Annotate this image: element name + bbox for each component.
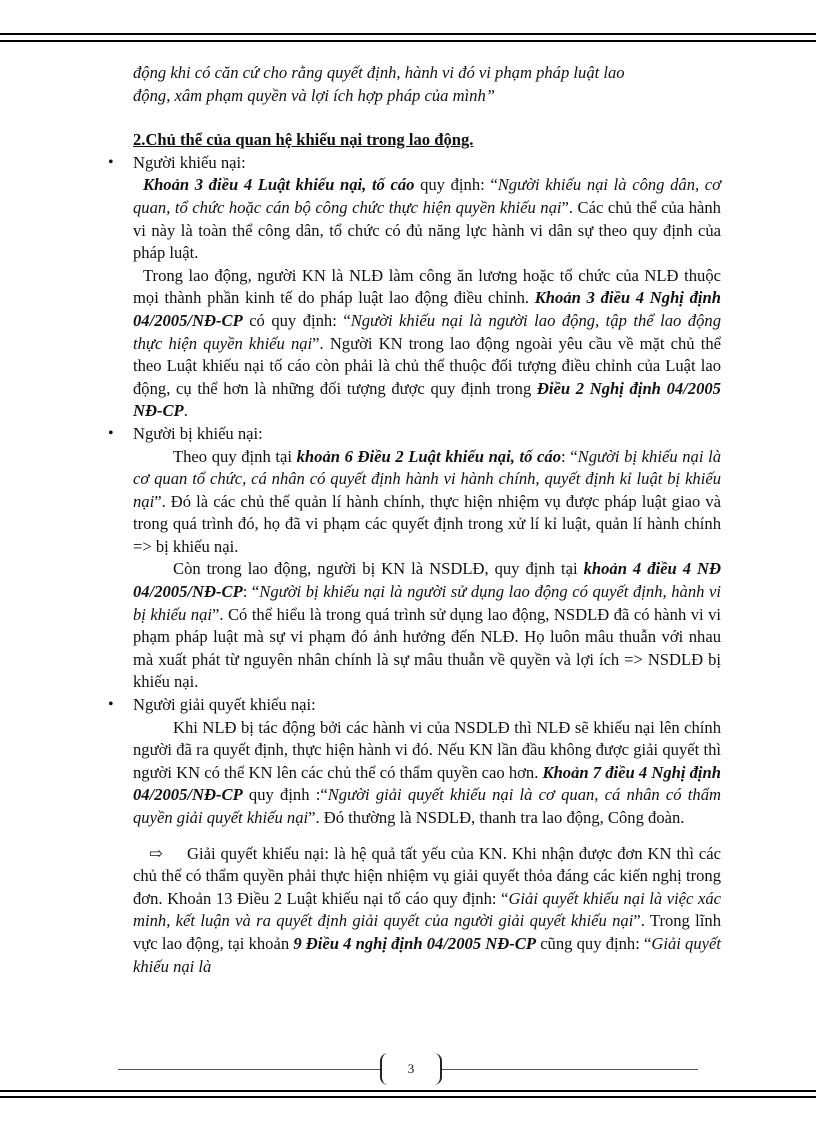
footer-rule-top [0,1090,816,1092]
complainant-paragraph-1: Khoản 3 điều 4 Luật khiếu nại, tố cáo quy định: “Người khiếu nại là công dân, cơ quan, tổ chức hoặc cán bộ công chức thực hiện quyền khiếu nại”. Các chủ thể của hành vi này là toàn thể công dân, tổ chức có đủ năng lực hành vi dân sự theo quy định của pháp luật. [133,175,721,263]
respondent-paragraph-1: Theo quy định tại khoản 6 Điều 2 Luật khiếu nại, tố cáo: “Người bị khiếu nại là cơ quan tổ chức, cá nhân có quyết định hành vi hành chính, quyết định kỉ luật bị khiếu nại”. Đó là các chủ thể quản lí hành chính, thực hiện nhiệm vụ được pháp luật giao và trong quá trình đó, họ đã vi phạm các quyết định trong xử lí kỉ luật, quản lí hành chính => bị khiếu nại. [133,446,722,556]
footer-line-right [440,1069,698,1070]
page-number: 3 [380,1053,442,1085]
bullet-complainant: • Người khiếu nại: [133,152,721,175]
page-body [133,62,721,978]
resolver-paragraph: Khi NLĐ bị tác động bởi các hành vi của NSDLĐ thì NLĐ sẽ khiếu nại lên chính người đã ra quyết định, thực hiện hành vi đó. Nếu KN lần đầu không được giải quyết thì người KN có thể KN lên các chủ thể có thẩm quyền cao hơn. Khoản 7 điều 4 Nghị định 04/2005/NĐ-CP quy định :“Người giải quyết khiếu nại là cơ quan, cá nhân có thẩm quyền giải quyết khiếu nại”. Đó thường là NSDLĐ, thanh tra lao động, Công đoàn. [133,717,721,827]
ref-khoan9-dieu4-nghidinh: 9 Điều 4 nghị định 04/2005 NĐ-CP [293,933,537,953]
ref-khoan7-dieu4-nghidinh: Khoản 7 điều 4 Nghị định 04/2005/NĐ-CP [133,762,721,805]
intro-line-1: động khi có căn cứ cho rằng quyết định, hành vi đó vi phạm pháp luật lao [133,63,625,82]
header-rule-top [0,33,816,35]
intro-line-2: động, xâm phạm quyền và lợi ích hợp pháp của mình” [133,85,495,105]
footer-rule-bottom [0,1096,816,1098]
section-heading: 2.Chủ thể của quan hệ khiếu nại trong lao động. [133,130,474,150]
ref-khoan6-dieu2-luat: khoản 6 Điều 2 Luật khiếu nại, tố cáo [296,446,561,466]
footer-line-left [118,1069,380,1070]
complainant-paragraph-2: Trong lao động, người KN là NLĐ làm công ăn lương hoặc tổ chức của NLĐ thuộc mọi thành phần kinh tế do pháp luật lao động điều chỉnh. Khoản 3 điều 4 Nghị định 04/2005/NĐ-CP có quy định: “Người khiếu nại là người lao động, tập thể lao động thực hiện quyền khiếu nại”. Người KN trong lao động ngoài yêu cầu về mặt chủ thể theo Luật khiếu nại tố cáo còn phải là chủ thể thuộc đối tượng điều chỉnh của Luật lao động, cụ thể hơn là những đối tượng được quy định trong Điều 2 Nghị định 04/2005 NĐ-CP. [133,265,721,421]
respondent-paragraph-2: Còn trong lao động, người bị KN là NSDLĐ, quy định tại khoản 4 điều 4 NĐ 04/2005/NĐ-CP: “Người bị khiếu nại là người sử dụng lao động có quyết định, hành vi bị khiếu nại”. Có thể hiểu là trong quá trình sử dụng lao động, NSDLĐ đã có hành vi vi phạm pháp luật mà sự vi phạm đó ảnh hưởng đến NLĐ. Họ luôn mâu thuẫn với nhau mà xuất phát từ nguyên nhân chính là sự mâu thuẫn về quyền và lợi ích => NSDLĐ bị khiếu nại. [133,559,721,692]
bullet-respondent: • Người bị khiếu nại: [133,423,721,446]
ref-khoan3-dieu4-luat: Khoản 3 điều 4 Luật khiếu nại, tố cáo [143,175,415,195]
ref-khoan4-dieu4-nd: khoản 4 điều 4 NĐ 04/2005/NĐ-CP [133,559,721,602]
ref-khoan3-dieu4-nghidinh: Khoản 3 điều 4 Nghị định 04/2005/NĐ-CP [133,288,721,330]
intro-paragraph [133,62,721,107]
ref-dieu2-nghidinh: Điều 2 Nghị định 04/2005 NĐ-CP [133,378,721,421]
resolution-paragraph: ⇨ Giải quyết khiếu nại: là hệ quả tất yếu của KN. Khi nhận được đơn KN thì các chủ thể có thẩm quyền phải thực hiện nhiệm vụ giải quyết thỏa đáng các kiến nghị trong đơn. Khoản 13 Điều 2 Luật khiếu nại tố cáo quy định: “Giải quyết khiếu nại là việc xác minh, kết luận và ra quyết định giải quyết của người giải quyết khiếu nại”. Trong lĩnh vực lao động, tại khoản 9 Điều 4 nghị định 04/2005 NĐ-CP cũng quy định: “Giải quyết khiếu nại là [133,843,721,976]
bullet-resolver: • Người giải quyết khiếu nại: [133,694,721,717]
header-rule-bottom [0,40,816,42]
arrow-right-icon: ⇨ [149,843,163,863]
